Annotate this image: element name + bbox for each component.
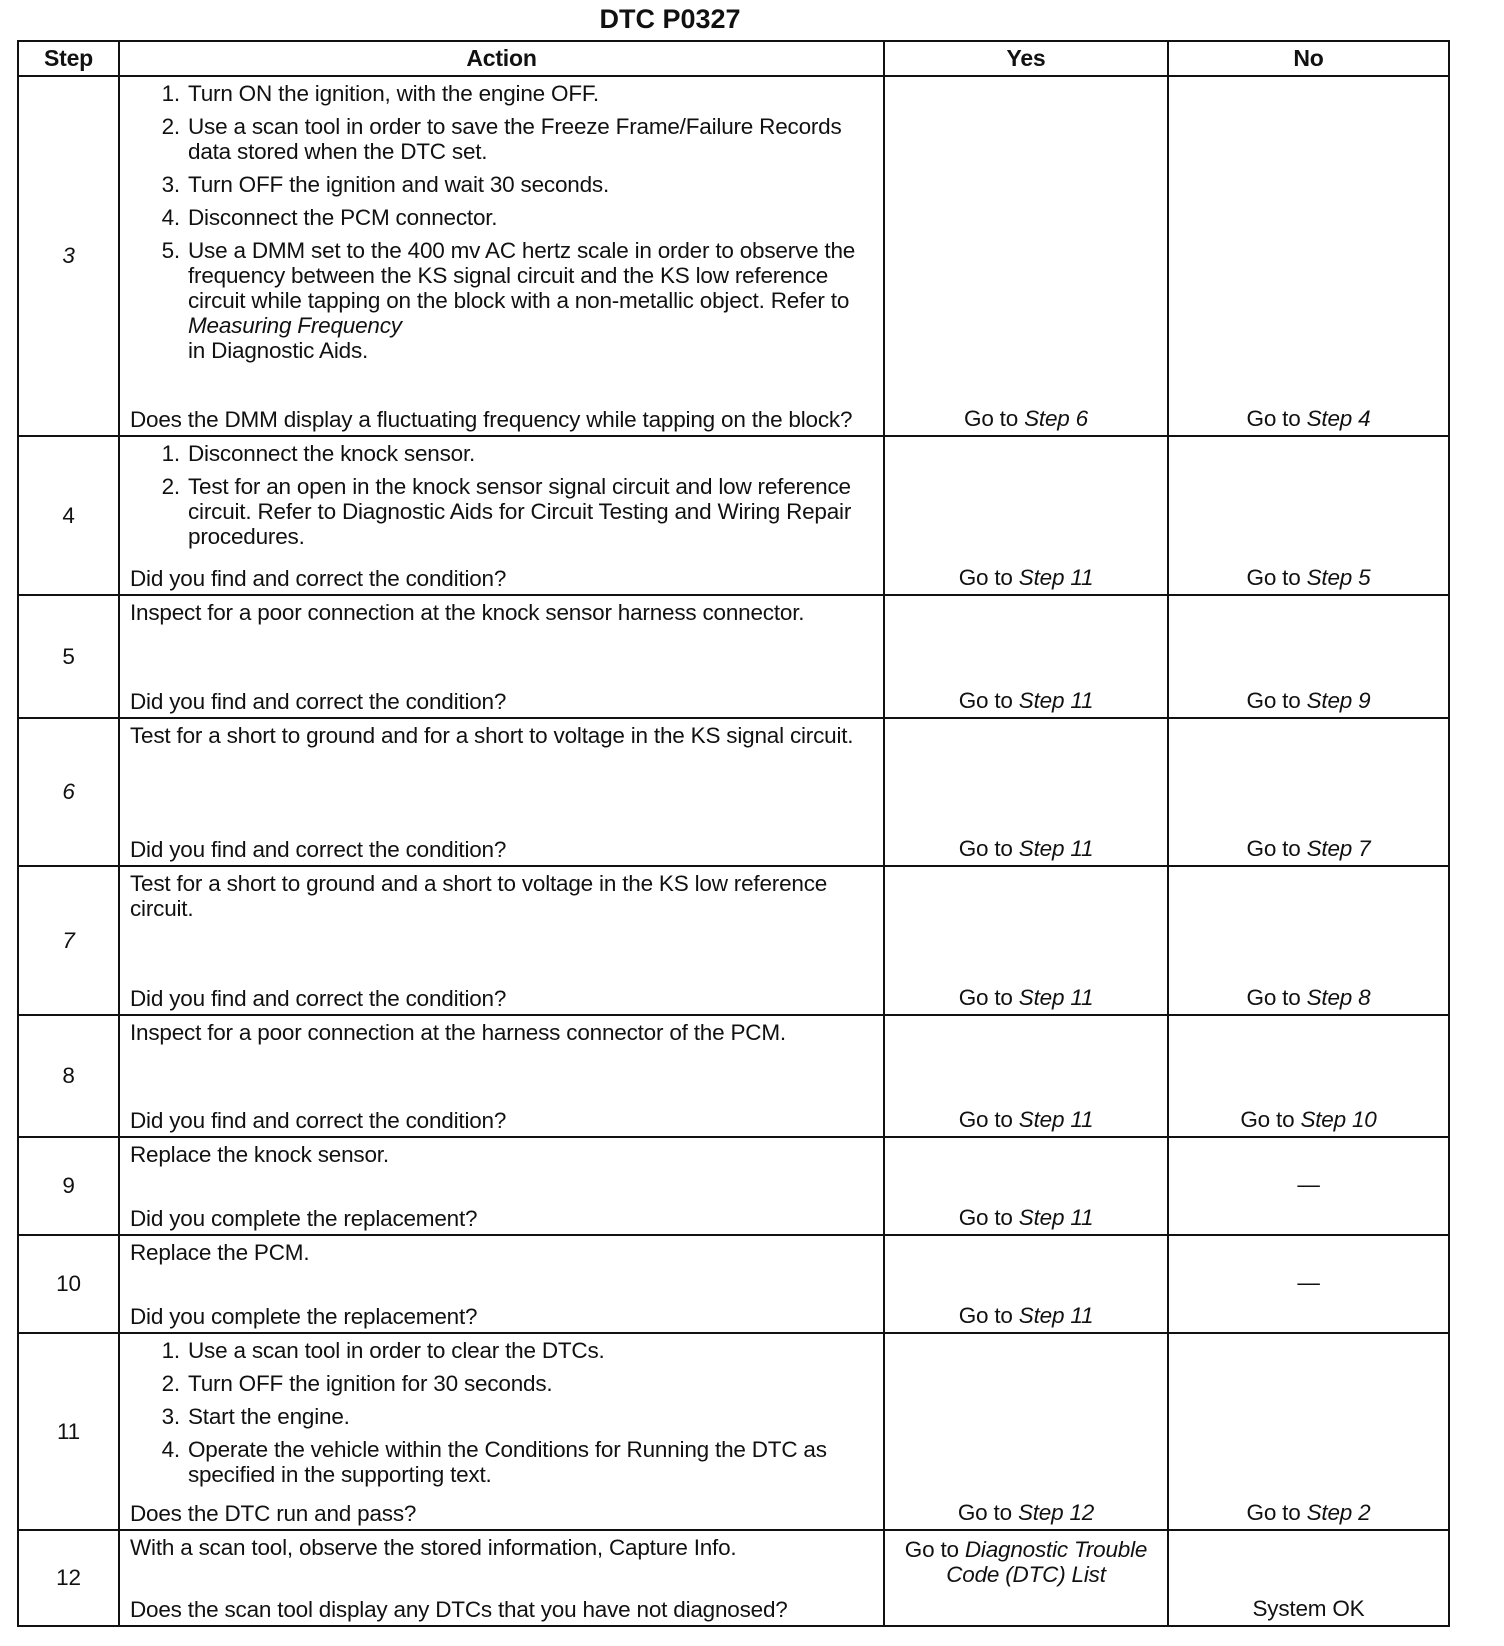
instruction-text: Inspect for a poor connection at the harness connector of the PCM. <box>130 1020 786 1045</box>
yes-cell <box>884 436 1168 595</box>
question-text: Does the scan tool display any DTCs that you have not diagnosed? <box>130 1597 788 1622</box>
no-result-text: System OK <box>1252 1596 1365 1621</box>
goto-prefix: Go to <box>958 985 1019 1010</box>
step-reference: Step 11 <box>1018 836 1094 861</box>
action-instructions <box>130 1240 873 1265</box>
page-title: DTC P0327 <box>599 4 741 34</box>
instruction-text: Operate the vehicle within the Conditions for Running the DTC as specified in the supporting text. <box>188 1437 827 1487</box>
goto-yes-link[interactable] <box>959 985 1094 1010</box>
instruction-text: Use a scan tool in order to save the Freeze Frame/Failure Records data stored when the DTC set. <box>188 114 842 164</box>
action-cell <box>119 595 884 718</box>
yes-cell <box>884 866 1168 1015</box>
question-text: Did you find and correct the condition? <box>130 837 507 862</box>
not-applicable-dash: — <box>1297 1269 1320 1295</box>
reference-tail: in Diagnostic Aids. <box>188 338 369 363</box>
goto-prefix: Go to <box>958 1205 1019 1230</box>
action-content <box>120 1334 883 1529</box>
table-row <box>18 718 1449 866</box>
goto-prefix: Go to <box>964 406 1025 431</box>
step-number: 9 <box>18 1137 119 1235</box>
instruction-item <box>186 1437 873 1487</box>
question-text: Did you find and correct the condition? <box>130 986 507 1011</box>
step-number: 6 <box>18 718 119 866</box>
instruction-item <box>186 238 873 363</box>
action-cell <box>119 866 884 1015</box>
header-action: Action <box>119 41 884 76</box>
no-cell <box>1168 436 1449 595</box>
goto-prefix: Go to <box>958 688 1019 713</box>
instruction-text: Turn ON the ignition, with the engine OFF. <box>188 81 599 106</box>
instruction-item <box>186 1338 873 1363</box>
instruction-item <box>186 1404 873 1429</box>
yes-cell <box>884 1137 1168 1235</box>
instruction-item <box>186 205 873 230</box>
step-number: 4 <box>18 436 119 595</box>
step-reference: Step 11 <box>1018 1205 1094 1230</box>
step-number: 7 <box>18 866 119 1015</box>
no-cell <box>1168 866 1449 1015</box>
action-instructions <box>130 441 873 557</box>
action-content <box>120 596 883 717</box>
goto-no-link[interactable] <box>1247 985 1371 1010</box>
step-reference: Step 11 <box>1018 1303 1094 1328</box>
instruction-text: Test for an open in the knock sensor signal circuit and low reference circuit. Refer to Diagnostic Aids for Circuit Testing and Wiring Repair procedures. <box>188 474 852 549</box>
instruction-text: Test for a short to ground and for a short to voltage in the KS signal circuit. <box>130 723 854 748</box>
goto-prefix: Go to <box>957 1500 1018 1525</box>
yes-cell <box>884 1530 1168 1626</box>
action-content <box>120 77 883 435</box>
question-text: Did you find and correct the condition? <box>130 689 507 714</box>
goto-prefix: Go to <box>1246 406 1307 431</box>
goto-yes-link[interactable] <box>959 565 1094 590</box>
instruction-text: Replace the PCM. <box>130 1240 310 1265</box>
instruction-text: Inspect for a poor connection at the knock sensor harness connector. <box>130 600 805 625</box>
goto-yes-link[interactable] <box>959 688 1094 713</box>
action-instructions <box>130 723 873 748</box>
table-row <box>18 1137 1449 1235</box>
goto-yes-link[interactable] <box>959 836 1094 861</box>
question-text: Did you find and correct the condition? <box>130 1108 507 1133</box>
table-header <box>18 41 1449 76</box>
step-reference: Step 11 <box>1018 985 1094 1010</box>
table-row <box>18 1015 1449 1137</box>
instruction-list <box>130 1338 873 1487</box>
instruction-text: Disconnect the PCM connector. <box>188 205 498 230</box>
goto-yes-link[interactable] <box>964 406 1088 431</box>
step-reference: Step 11 <box>1018 1107 1094 1132</box>
instruction-item <box>186 81 873 106</box>
goto-prefix: Go to <box>958 565 1019 590</box>
action-cell <box>119 76 884 436</box>
instruction-item <box>186 441 873 466</box>
step-reference: Step 10 <box>1300 1107 1377 1132</box>
reference-link: Measuring Frequency <box>188 313 402 338</box>
step-number: 11 <box>18 1333 119 1530</box>
no-cell <box>1168 1137 1449 1235</box>
no-cell <box>1168 1530 1449 1626</box>
action-content <box>120 437 883 594</box>
step-reference: Step 5 <box>1306 565 1371 590</box>
goto-prefix: Go to <box>1246 565 1307 590</box>
diagnostic-table <box>17 40 1450 1627</box>
instruction-text: Turn OFF the ignition and wait 30 seconds. <box>188 172 609 197</box>
instruction-text: With a scan tool, observe the stored information, Capture Info. <box>130 1535 737 1560</box>
instruction-item <box>186 114 873 164</box>
yes-cell <box>884 595 1168 718</box>
action-cell <box>119 1235 884 1333</box>
instruction-text: Replace the knock sensor. <box>130 1142 389 1167</box>
step-number: 5 <box>18 595 119 718</box>
table-row <box>18 595 1449 718</box>
step-reference: Step 7 <box>1306 836 1371 861</box>
step-reference: Step 2 <box>1306 1500 1371 1525</box>
action-instructions <box>130 1020 873 1045</box>
action-content <box>120 1531 883 1625</box>
header-step: Step <box>18 41 119 76</box>
goto-prefix: Go to <box>904 1537 965 1562</box>
no-cell <box>1168 76 1449 436</box>
step-reference: Step 6 <box>1024 406 1088 431</box>
instruction-list <box>130 81 873 363</box>
goto-prefix: Go to <box>958 1303 1019 1328</box>
goto-prefix: Go to <box>1246 1500 1307 1525</box>
no-cell <box>1168 718 1449 866</box>
instruction-text: Start the engine. <box>188 1404 350 1429</box>
goto-no-link[interactable] <box>1247 565 1371 590</box>
step-reference: Step 12 <box>1017 1500 1095 1525</box>
no-cell <box>1168 1235 1449 1333</box>
table-row <box>18 866 1449 1015</box>
goto-yes-link[interactable] <box>885 1537 1167 1587</box>
table-row <box>18 1530 1449 1626</box>
header-no: No <box>1168 41 1449 76</box>
step-reference: Step 11 <box>1018 565 1094 590</box>
action-cell <box>119 1137 884 1235</box>
yes-cell <box>884 76 1168 436</box>
action-content <box>120 1138 883 1234</box>
step-number: 12 <box>18 1530 119 1626</box>
action-content <box>120 719 883 865</box>
question-text: Does the DMM display a fluctuating frequency while tapping on the block? <box>130 407 853 432</box>
question-text: Does the DTC run and pass? <box>130 1501 417 1526</box>
goto-yes-link[interactable] <box>959 1303 1094 1328</box>
goto-prefix: Go to <box>1246 836 1307 861</box>
instruction-text: Test for a short to ground and a short to voltage in the KS low reference circuit. <box>130 871 828 921</box>
action-instructions <box>130 871 873 921</box>
table-row <box>18 76 1449 436</box>
goto-prefix: Go to <box>958 1107 1019 1132</box>
goto-no-link[interactable] <box>1247 406 1371 431</box>
no-cell <box>1168 1333 1449 1530</box>
no-cell <box>1168 595 1449 718</box>
goto-prefix: Go to <box>1240 1107 1301 1132</box>
not-applicable-dash: — <box>1297 1171 1320 1197</box>
step-reference: Step 9 <box>1306 688 1371 713</box>
action-content <box>120 867 883 1014</box>
action-cell <box>119 436 884 595</box>
goto-prefix: Go to <box>958 836 1019 861</box>
action-cell <box>119 718 884 866</box>
instruction-text: Disconnect the knock sensor. <box>188 441 476 466</box>
action-instructions <box>130 600 873 625</box>
yes-cell <box>884 1235 1168 1333</box>
goto-yes-link[interactable] <box>959 1205 1094 1230</box>
yes-cell <box>884 1015 1168 1137</box>
instruction-list <box>130 441 873 549</box>
action-instructions <box>130 1142 873 1167</box>
header-yes: Yes <box>884 41 1168 76</box>
dtc-list-reference: Diagnostic Trouble Code (DTC) List <box>946 1537 1148 1587</box>
step-reference: Step 4 <box>1306 406 1371 431</box>
yes-cell <box>884 1333 1168 1530</box>
action-cell <box>119 1530 884 1626</box>
goto-no-link[interactable] <box>1247 688 1371 713</box>
step-number: 3 <box>18 76 119 436</box>
question-text: Did you find and correct the condition? <box>130 566 507 591</box>
table-row <box>18 436 1449 595</box>
goto-no-link[interactable] <box>1247 1500 1371 1525</box>
table-row <box>18 1333 1449 1530</box>
goto-no-link[interactable] <box>1247 836 1371 861</box>
action-content <box>120 1236 883 1332</box>
instruction-text: Use a DMM set to the 400 mv AC hertz scale in order to observe the frequency between the KS signal circuit and the KS low reference circuit while tapping on the block with a non-metallic object. Refer to <box>188 238 856 313</box>
action-instructions <box>130 81 873 371</box>
goto-yes-link[interactable] <box>958 1500 1094 1525</box>
question-text: Did you complete the replacement? <box>130 1206 478 1231</box>
goto-prefix: Go to <box>1246 985 1307 1010</box>
action-instructions <box>130 1338 873 1495</box>
instruction-text: Use a scan tool in order to clear the DTCs. <box>188 1338 605 1363</box>
step-reference: Step 11 <box>1018 688 1094 713</box>
yes-cell <box>884 718 1168 866</box>
question-text: Did you complete the replacement? <box>130 1304 478 1329</box>
action-content <box>120 1016 883 1136</box>
goto-yes-link[interactable] <box>959 1107 1094 1132</box>
step-number: 10 <box>18 1235 119 1333</box>
goto-prefix: Go to <box>1246 688 1307 713</box>
instruction-item <box>186 172 873 197</box>
instruction-item <box>186 474 873 549</box>
instruction-text: Turn OFF the ignition for 30 seconds. <box>188 1371 553 1396</box>
step-number: 8 <box>18 1015 119 1137</box>
no-cell <box>1168 1015 1449 1137</box>
instruction-item <box>186 1371 873 1396</box>
action-instructions <box>130 1535 873 1560</box>
step-reference: Step 8 <box>1306 985 1371 1010</box>
goto-no-link[interactable] <box>1240 1107 1376 1132</box>
action-cell <box>119 1333 884 1530</box>
action-cell <box>119 1015 884 1137</box>
table-row <box>18 1235 1449 1333</box>
